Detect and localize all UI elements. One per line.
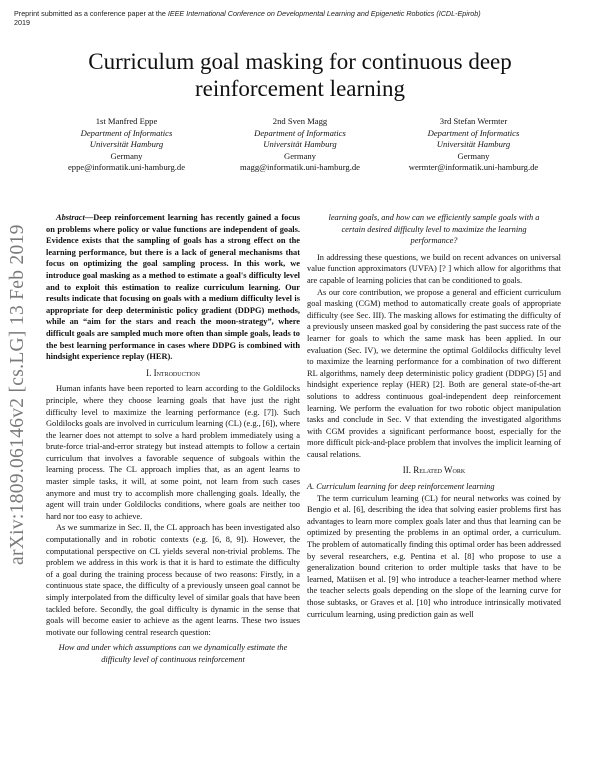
right-paragraph-1: In addressing these questions, we build on recent advances on universal value function approximators (UVFA) [? ] which allow for algorithms that are capable of learning policies that can be conditioned to goals. [307, 252, 561, 285]
related-paragraph-1: The term curriculum learning (CL) for neural networks was coined by Bengio et al. [6], describing the idea that solving easier problems first has advantages to learn more complex goals later and thus that learning can be optimized by presenting the problems in an optimal order, a curriculum. The problem of automatically finding this optimal order has been addressed by several researchers, e.g. Pentina et al. [8] who propose to use a generalization bound criterion to order multiple tasks that have to be learned, Matiisen et al. [9] who introduce a teacher-learner method where the teacher selects goals depending on the slope of the learning curve for those subtasks, or Graves et al. [10] who introduce intrinsically motivated curriculum learning, using prediction gain as well [307, 493, 561, 619]
author-department: Department of Informatics [254, 127, 346, 138]
right-column [307, 212, 561, 620]
abstract-text: —Deep reinforcement learning has recently gained a focus on problems where policy or value functions are independent of goals. Evidence exists that the sampling of goals has a strong effect on the learning performance, but there is a lack of general mechanisms that focus on optimizing the goal sampling process. In this work, we introduce goal masking as a method to estimate a goal's difficulty level and to exploit this estimation to realize curriculum learning. Our results indicate that focusing on goals with a medium difficulty level is appropriate for deep deterministic policy gradient (DDPG) methods, while an “aim for the stars and reach the moon-strategy”, where difficult goals are sampled much more often than simple goals, leads to the best learning performance in cases where DDPG is combined with hindsight experience replay (HER). [46, 213, 300, 362]
right-paragraph-2: As our core contribution, we propose a general and efficient curriculum goal masking (CGM) method to automatically create goals of appropriate difficulty (see Sec. III). The masking allows for estimating the difficulty of a previously unseen masked goal by considering the past success rate of the learner for goals to which the same mask has been applied. In our evaluation (Sec. IV), we determine the optimal Goldilocks difficulty level to maximize the learning performance for a combination of two different RL algorithms, namely deep deterministic policy gradient (DDPG) [5] and hindsight experience replay (HER) [2]. Both are general state-of-the-art solutions to address continuous goal-independent deep reinforcement learning. We perform the evaluation for two robotic object manipulation tasks and conclude in Sec. V that extending the investigated algorithms with CGM provides a significant performance boost, especially for the more difficult pick-and-place problem that involves the implicit learning of causal relations. [307, 287, 561, 459]
subsection-heading-curriculum: A. Curriculum learning for deep reinforcement learning [307, 482, 495, 492]
author-country: Germany [284, 150, 316, 161]
author-name: 2nd Sven Magg [272, 116, 328, 126]
preprint-note-venue: IEEE International Conference on Developmental Learning and Epigenetic Robotics (ICDL-Epirob) [167, 9, 481, 18]
author-department: Department of Informatics [80, 127, 173, 138]
research-question-part-1: How and under which assumptions can we dynamically estimate the difficulty level of continuous reinforcement [58, 643, 288, 664]
arxiv-identifier: arXiv:1809.06146v2 [cs.LG] 13 Feb 2019 [7, 224, 28, 565]
paper-title: Curriculum goal masking for continuous deep reinforcement learning [88, 49, 512, 101]
author-department: Department of Informatics [427, 127, 520, 138]
author-2 [214, 116, 387, 174]
preprint-note-prefix: Preprint submitted as a conference paper at the [14, 9, 168, 18]
section-heading-related-work: II. Related Work [402, 465, 466, 476]
author-3 [387, 116, 560, 174]
author-name: 1st Manfred Eppe [95, 116, 158, 126]
author-country: Germany [457, 150, 490, 161]
abstract-label: Abstract [56, 213, 85, 222]
author-1 [40, 116, 213, 174]
abstract [46, 212, 300, 363]
author-email: magg@informatik.uni-hamburg.de [240, 162, 360, 173]
author-email: wermter@informatik.uni-hamburg.de [408, 162, 539, 173]
left-column [46, 212, 300, 666]
author-block [40, 116, 560, 174]
author-university: Universität Hamburg [263, 139, 337, 150]
research-question-part-2: learning goals, and how can we efficiently sample goals with a certain desired difficulty level to maximize the learning performance? [328, 213, 540, 246]
author-email: eppe@informatik.uni-hamburg.de [67, 162, 186, 173]
preprint-note-year: 2019 [14, 18, 30, 27]
author-university: Universität Hamburg [89, 139, 164, 150]
section-heading-introduction: I. Introduction [146, 367, 200, 378]
intro-paragraph-1: Human infants have been reported to learn according to the Goldilocks principle, where they choose learning goals that have just the right difficulty level to maximize the learning performance (e.g. [7]). Such Goldilocks goals are involved in curriculum learning (CL) (e.g., [6]), where the learner does not attempt to solve a hard problem immediately using a brute-force trial-and-error strategy but instead attempts to follow a certain curriculum that involves a favorable sequence of subgoals within the learning process. The CL approach implies that, as an agent learns to master simple tasks, it will, at some point, not learn from such cases anymore and must try to accomplish more challenging goals. Ideally, the agent will train under Goldilocks conditions, where goals are neither too hard nor too easy to achieve. [46, 384, 300, 521]
intro-paragraph-2: As we summarize in Sec. II, the CL approach has been investigated also computationally and in robotic contexts (e.g. [6, 8, 9]). However, the computational perspective on CL yields several non-trivial problems. The problem we address in this work is that it is hard to estimate the difficulty of a goal during the training process because of two reasons: Firstly, in a continuous state space, the difficulty of a previously unseen goal cannot be simply interpolated from the difficulty level of similar goals that have been tackled before. Secondly, the goal difficulty is dynamic in the sense that goals will become easier to achieve as the agent learns. These two issues motivate our following central research question: [46, 523, 300, 637]
preprint-note [14, 9, 574, 27]
author-name: 3rd Stefan Wermter [439, 116, 508, 126]
author-country: Germany [110, 150, 143, 161]
author-university: Universität Hamburg [436, 139, 511, 150]
